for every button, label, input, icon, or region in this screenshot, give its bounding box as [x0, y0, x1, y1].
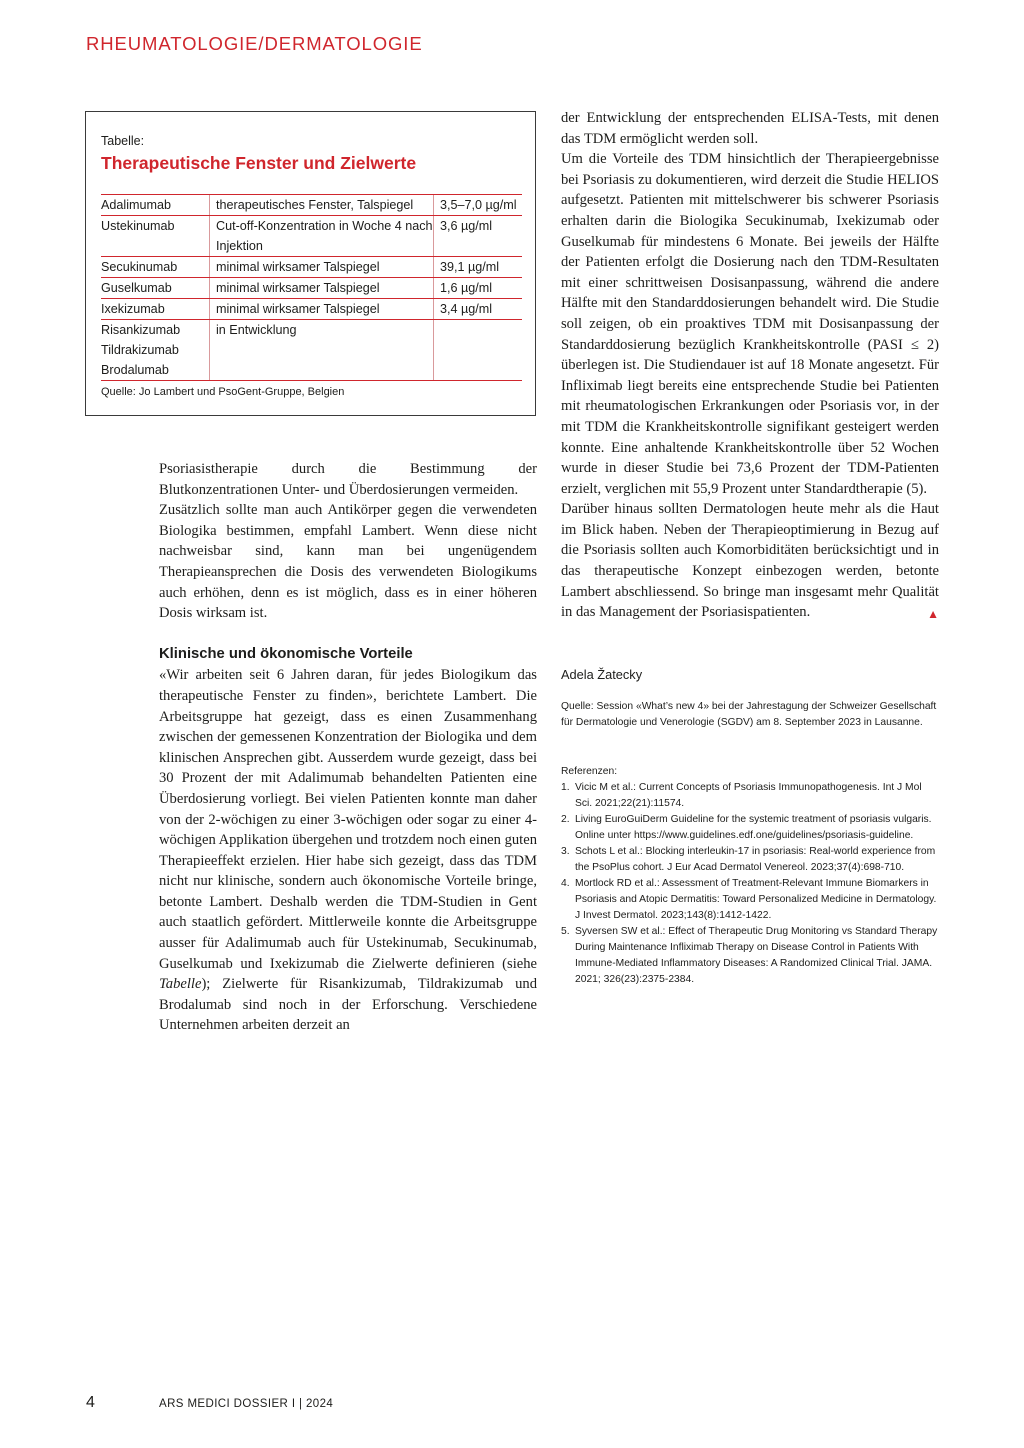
table-cell-value: 39,1 µg/ml: [434, 257, 523, 278]
table-source: Quelle: Jo Lambert und PsoGent-Gruppe, Belgien: [101, 386, 345, 398]
author: Adela Žatecky: [561, 667, 643, 682]
table-cell-criterion: minimal wirksamer Talspiegel: [210, 278, 434, 299]
reference-item: [561, 844, 941, 876]
table-cell-criterion: Cut-off-Konzentration in Woche 4 nach Injektion: [210, 216, 434, 257]
table-box: [85, 111, 536, 416]
table-cell-criterion: in Entwicklung: [210, 320, 434, 381]
table-reference: Tabelle: [159, 976, 202, 993]
table-cell-criterion: minimal wirksamer Talspiegel: [210, 299, 434, 320]
references-list: [561, 780, 941, 988]
left-column: [159, 459, 537, 1036]
table-row: [101, 320, 522, 381]
reference-text: Mortlock RD et al.: Assessment of Treatment-Relevant Immune Biomarkers in Psoriasis and Atopic Dermatitis: Toward Personalized Medicine in Dermatology. J Invest Dermatol. 2023;143(8):1412-1422.: [575, 878, 937, 921]
reference-text: Vicic M et al.: Current Concepts of Psoriasis Immunopathogenesis. Int J Mol Sci. 2021;22(21):11574.: [575, 782, 922, 809]
table-cell-criterion: therapeutisches Fenster, Talspiegel: [210, 195, 434, 216]
reference-number: 3.: [561, 846, 570, 857]
reference-number: 4.: [561, 878, 570, 889]
reference-text: Syversen SW et al.: Effect of Therapeutic Drug Monitoring vs Standard Therapy During Maintenance Infliximab Therapy on Disease Control in Patients With Immune-Mediated Inflammatory Diseases: A Randomized Clinical Trial. JAMA. 2021; 326(23):2375-2384.: [575, 926, 938, 985]
table-row: [101, 195, 522, 216]
reference-item: [561, 876, 941, 924]
table-cell-criterion: minimal wirksamer Talspiegel: [210, 257, 434, 278]
reference-number: 1.: [561, 782, 570, 793]
paragraph-text: ); Zielwerte für Risankizumab, Tildrakizumab und Brodalumab sind noch in der Erforschung. Verschiedene Unternehmen arbeiten derzeit an: [159, 976, 537, 1034]
section-heading: RHEUMATOLOGIE/DERMATOLOGIE: [86, 33, 423, 54]
body-paragraph: der Entwicklung der entsprechenden ELISA-Tests, mit denen das TDM ermöglicht werden soll.: [561, 110, 939, 147]
reference-number: 5.: [561, 926, 570, 937]
table-cell-drug: Risankizumab Tildrakizumab Brodalumab: [101, 320, 210, 381]
table-caption: Tabelle:: [101, 134, 145, 148]
table-cell-drug: Secukinumab: [101, 257, 210, 278]
table-row: [101, 299, 522, 320]
references-heading: Referenzen:: [561, 766, 618, 777]
table-cell-value: [434, 320, 523, 381]
paragraph-text: Darüber hinaus sollten Dermatologen heute mehr als die Haut im Blick haben. Neben der Therapieoptimierung in Bezug auf die Psoriasis sollten auch Komorbiditäten berücksichtigt und in das therapeutische Konzept einbezogen werden, betonte Lambert abschliessend. So bringe man insgesamt mehr Qualität in das Management der Psoriasispatienten.: [561, 501, 939, 621]
table-cell-value: 1,6 µg/ml: [434, 278, 523, 299]
reference-number: 2.: [561, 814, 570, 825]
body-paragraph: Psoriasistherapie durch die Bestimmung der Blutkonzentrationen Unter- und Überdosierungen vermeiden.: [159, 461, 537, 498]
table-cell-value: 3,5–7,0 µg/ml: [434, 195, 523, 216]
table-title: Therapeutische Fenster und Zielwerte: [101, 153, 417, 173]
body-paragraph: Zusätzlich sollte man auch Antikörper gegen die verwendeten Biologika bestimmen, empfahl Lambert. Wenn diese nicht nachweisbar sind, kann man bei ungenügendem Therapieansprechen die Dosis des verwendeten Biologikums auch erhöhen, denn es ist möglich, dass es in einer höheren Dosis wirksam ist.: [159, 502, 537, 622]
table-row: [101, 278, 522, 299]
table-row: [101, 216, 522, 257]
reference-item: [561, 924, 941, 988]
reference-item: [561, 780, 941, 812]
target-values-table: [101, 194, 522, 381]
right-column: [561, 108, 939, 625]
references: [561, 764, 941, 988]
table-cell-drug: Ixekizumab: [101, 299, 210, 320]
body-paragraph: Um die Vorteile des TDM hinsichtlich der Therapieergebnisse bei Psoriasis zu dokumentieren, wird derzeit die Studie HELIOS aufgesetzt. Patienten mit mittelschwerer bis schwerer Psoriasis erhalten darin die Biologika Secukinumab, Ixekizumab oder Guselkumab für mindestens 6 Monate. Bei jeweils der Hälfte der Patienten erfolgt die Dosierung nach den TDM-Resultaten mit einer schrittweisen Dosisanpassung, während die andere Hälfte mit den Standarddosierungen behandelt wird. Die Studie soll zeigen, ob ein proaktives TDM mit Dosisanpassung der Standarddosierung bezüglich Krankheitskontrolle (PASI ≤ 2) überlegen ist. Die Studiendauer ist auf 18 Monate angesetzt. Für Infliximab liegt bereits eine entsprechende Studie bei Patienten mit rheumatologischen Erkrankungen oder Psoriasis vor, in der mit TDM die Krankheitskontrolle signifikant gesteigert werden konnte. Eine anhaltende Krankheitskontrolle über 52 Wochen wurde in dieser Studie bei 73,6 Prozent der TDM-Patienten erzielt, verglichen mit 55,9 Prozent unter Standardtherapie (5).: [561, 151, 939, 497]
table-cell-value: 3,6 µg/ml: [434, 216, 523, 257]
table-cell-drug: Adalimumab: [101, 195, 210, 216]
subheading: Klinische und ökonomische Vorteile: [159, 645, 413, 662]
publication-title: ARS MEDICI DOSSIER I | 2024: [159, 1398, 334, 1410]
table-row: [101, 257, 522, 278]
end-of-article-icon: ▲: [927, 607, 939, 622]
reference-text: Schots L et al.: Blocking interleukin-17 in psoriasis: Real-world experience from the PsoPlus cohort. J Eur Acad Dermatol Venereol. 2023;37(4):698-710.: [575, 846, 936, 873]
table-cell-drug: Ustekinumab: [101, 216, 210, 257]
body-paragraph: [561, 499, 939, 623]
table-cell-value: 3,4 µg/ml: [434, 299, 523, 320]
reference-item: [561, 812, 941, 844]
table-cell-drug: Guselkumab: [101, 278, 210, 299]
page-number: 4: [86, 1394, 95, 1411]
body-paragraph: [159, 665, 537, 1036]
paragraph-text: «Wir arbeiten seit 6 Jahren daran, für jedes Biologikum das therapeutische Fenster zu finden», berichtete Lambert. Die Arbeitsgruppe hat gezeigt, dass es einen Zusammenhang zwischen der gemessenen Konzentration der Biologika und dem klinischen Ansprechen gibt. Ausserdem wurde gezeigt, dass bei 30 Prozent der mit Adalimumab behandelten Patienten eine Überdosierung vorliegt. Bei vielen Patienten konnte man daher von der 2-wöchigen zu einer 3-wöchigen oder sogar zu einer 4-wöchigen Applikation übergehen und trotzdem noch einen guten Therapieeffekt erzielen. Hier habe sich gezeigt, dass das TDM nicht nur klinische, sondern auch ökonomische Vorteile bringe, betonte Lambert. Deshalb werden die TDM-Studien in Gent auch staatlich gefördert. Mittlerweile konnte die Arbeitsgruppe ausser für Adalimumab auch für Ustekinumab, Secukinumab, Guselkumab und Ixekizumab die Zielwerte definieren (siehe: [159, 667, 537, 972]
source-note: Quelle: Session «What’s new 4» bei der Jahrestagung der Schweizer Gesellschaft für Dermatologie und Venerologie (SGDV) am 8. September 2023 in Lausanne.: [561, 701, 937, 728]
reference-text: Living EuroGuiDerm Guideline for the systemic treatment of psoriasis vulgaris. Online unter https://www.guidelines.edf.one/guidelines/psoriasis-guideline.: [575, 814, 932, 841]
